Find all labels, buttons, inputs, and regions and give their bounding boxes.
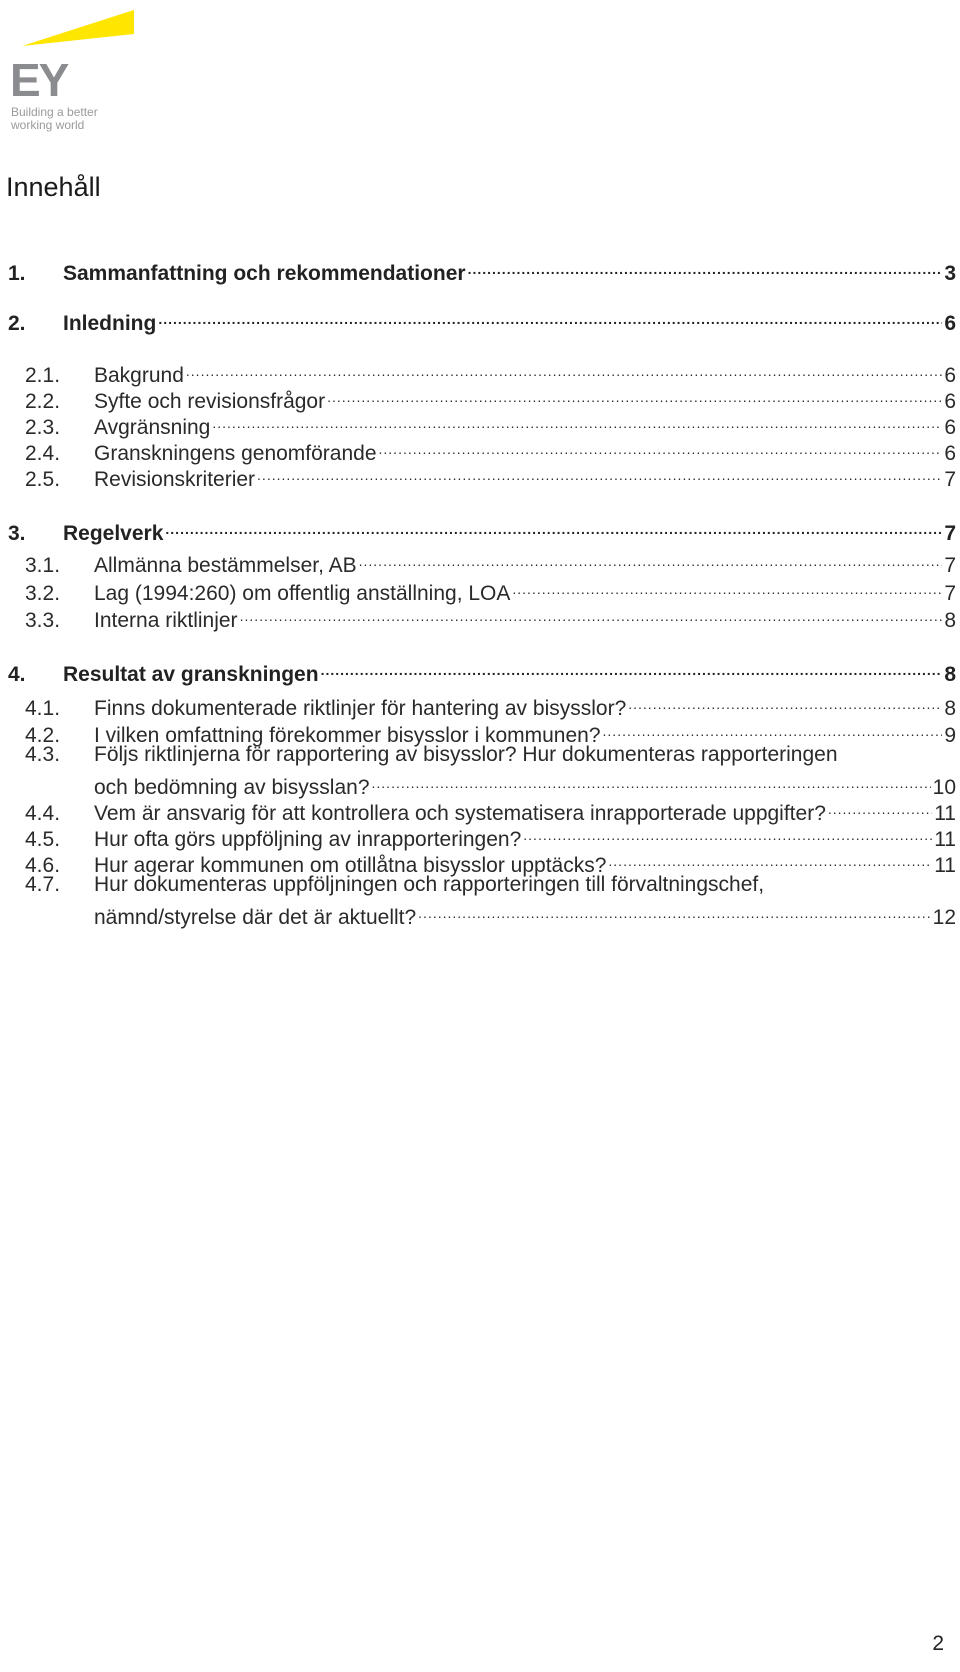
toc-entry-2-4[interactable]: 2.4. Granskningens genomförande ..... 6 xyxy=(25,434,956,467)
toc-page-number: 7 xyxy=(944,522,956,545)
toc-entry-text: Finns dokumenterade riktlinjer för hantering av bisysslor? xyxy=(94,697,627,720)
toc-entry-2-5[interactable]: 2.5. Revisionskriterier ..... 7 xyxy=(25,460,956,493)
toc-page-number: 7 xyxy=(944,582,956,605)
toc-page-number: 8 xyxy=(944,609,956,632)
toc-entry-2-3[interactable]: 2.3. Avgränsning ..... 6 xyxy=(25,408,956,441)
toc-page-number: 12 xyxy=(932,906,956,929)
dot-leader xyxy=(608,846,932,872)
dot-leader xyxy=(828,794,932,820)
toc-entry-text: Sammanfattning och rekommendationer xyxy=(63,262,466,285)
toc-entry-2-2[interactable]: 2.2. Syfte och revisionsfrågor ..... 6 xyxy=(25,382,956,415)
toc-entry-3-1[interactable]: 3.1. Allmänna bestämmelser, AB ..... 7 xyxy=(25,546,956,579)
dot-leader xyxy=(512,574,942,600)
toc-entry-text: Vem är ansvarig för att kontrollera och systematisera inrapporterade uppgifter? xyxy=(94,802,826,825)
dot-leader xyxy=(418,898,930,924)
toc-entry-text: Resultat av granskningen xyxy=(63,663,319,686)
toc-entry-text: Allmänna bestämmelser, AB xyxy=(94,554,357,577)
toc-entry-text: Revisionskriterier xyxy=(94,468,256,491)
toc-page-number: 3 xyxy=(944,262,956,285)
toc-page-number: 10 xyxy=(932,776,956,799)
toc-page-number: 8 xyxy=(944,697,956,720)
toc-entry-4-5[interactable]: 4.5. Hur ofta görs uppföljning av inrapporteringen? ..... 11 xyxy=(25,820,956,853)
toc-page-number: 11 xyxy=(934,854,956,877)
toc-entry-text-continued: och bedömning av bisysslan? xyxy=(94,776,370,799)
toc-page-number: 6 xyxy=(944,364,956,387)
dot-leader xyxy=(158,304,942,330)
logo-tagline: Building a better working world xyxy=(11,105,98,132)
dot-leader xyxy=(628,689,942,715)
toc-entry-text: Hur ofta görs uppföljning av inrapporteringen? xyxy=(94,828,522,851)
dot-leader xyxy=(603,716,943,742)
toc-entry-3-3[interactable]: 3.3. Interna riktlinjer ..... 8 xyxy=(25,601,956,634)
toc-page-number: 6 xyxy=(944,442,956,465)
page-title: Innehåll xyxy=(6,172,101,202)
dot-leader xyxy=(379,434,943,460)
logo-mark: EY xyxy=(10,54,68,106)
toc-entry-3-2[interactable]: 3.2. Lag (1994:260) om offentlig anställning, LOA ..... 7 xyxy=(25,574,956,607)
toc-page-number: 9 xyxy=(944,724,956,747)
toc-page-number: 8 xyxy=(944,663,956,686)
toc-entry-number: 4.3. xyxy=(25,743,61,766)
toc-entry-2-1[interactable]: 2.1. Bakgrund ..... 6 xyxy=(25,356,956,389)
toc-entry-4-1[interactable]: 4.1. Finns dokumenterade riktlinjer för hantering av bisysslor? ..... 8 xyxy=(25,689,956,722)
ey-logo xyxy=(10,8,140,138)
dot-leader xyxy=(240,601,943,627)
toc-entry-2[interactable]: 2. Inledning ..... 6 xyxy=(8,304,956,337)
toc-page-number: 11 xyxy=(934,828,956,851)
toc-entry-text: Följs riktlinjerna för rapportering av bisysslor? Hur dokumenteras rapporteringen xyxy=(94,743,838,766)
toc-entry-text: Hur dokumenteras uppföljningen och rapporteringen till förvaltningschef, xyxy=(94,873,765,896)
toc-entry-text: Hur agerar kommunen om otillåtna bisysslor upptäcks? xyxy=(94,854,607,877)
dot-leader xyxy=(186,356,942,382)
dot-leader xyxy=(468,254,943,280)
toc-page-number: 6 xyxy=(944,416,956,439)
toc-entry-text: Bakgrund xyxy=(94,364,184,387)
toc-entry-text: Granskningens genomförande xyxy=(94,442,377,465)
toc-page-number: 7 xyxy=(944,468,956,491)
toc-entry-text: Regelverk xyxy=(63,522,164,545)
toc-entry-4[interactable]: 4. Resultat av granskningen ..... 8 xyxy=(8,655,956,688)
dot-leader xyxy=(321,655,943,681)
toc-entry-number: 4.7. xyxy=(25,873,61,896)
dot-leader xyxy=(372,768,931,794)
toc-entry-text-continued: nämnd/styrelse där det är aktuellt? xyxy=(94,906,417,929)
dot-leader xyxy=(212,408,942,434)
dot-leader xyxy=(165,514,942,540)
toc-page-number: 6 xyxy=(944,390,956,413)
toc-entry-text: Lag (1994:260) om offentlig anställning, LOA xyxy=(94,582,511,605)
dot-leader xyxy=(257,460,942,486)
toc-entry-text: I vilken omfattning förekommer bisysslor i kommunen? xyxy=(94,724,601,747)
dot-leader xyxy=(359,546,943,572)
page-number: 2 xyxy=(932,1632,944,1655)
toc-entry-text: Syfte och revisionsfrågor xyxy=(94,390,326,413)
toc-page-number: 6 xyxy=(944,312,956,335)
toc-page-number: 11 xyxy=(934,802,956,825)
toc-entry-4-4[interactable]: 4.4. Vem är ansvarig för att kontrollera och systematisera inrapporterade uppgifter? ..... 11 xyxy=(25,794,956,827)
toc-entry-4-6[interactable]: 4.6. Hur agerar kommunen om otillåtna bisysslor upptäcks? ..... 11 xyxy=(25,846,956,879)
toc-entry-3[interactable]: 3. Regelverk ..... 7 xyxy=(8,514,956,547)
toc-page-number: 7 xyxy=(944,554,956,577)
toc-entry-text: Interna riktlinjer xyxy=(94,609,238,632)
logo-beam-icon xyxy=(22,8,134,56)
toc-entry-1[interactable]: 1. Sammanfattning och rekommendationer ..... 3 xyxy=(8,254,956,287)
dot-leader xyxy=(327,382,942,408)
toc-entry-4-2[interactable]: 4.2. I vilken omfattning förekommer bisysslor i kommunen? ..... 9 xyxy=(25,716,956,749)
dot-leader xyxy=(523,820,932,846)
toc-entry-text: Inledning xyxy=(63,312,157,335)
toc-entry-text: Avgränsning xyxy=(94,416,211,439)
